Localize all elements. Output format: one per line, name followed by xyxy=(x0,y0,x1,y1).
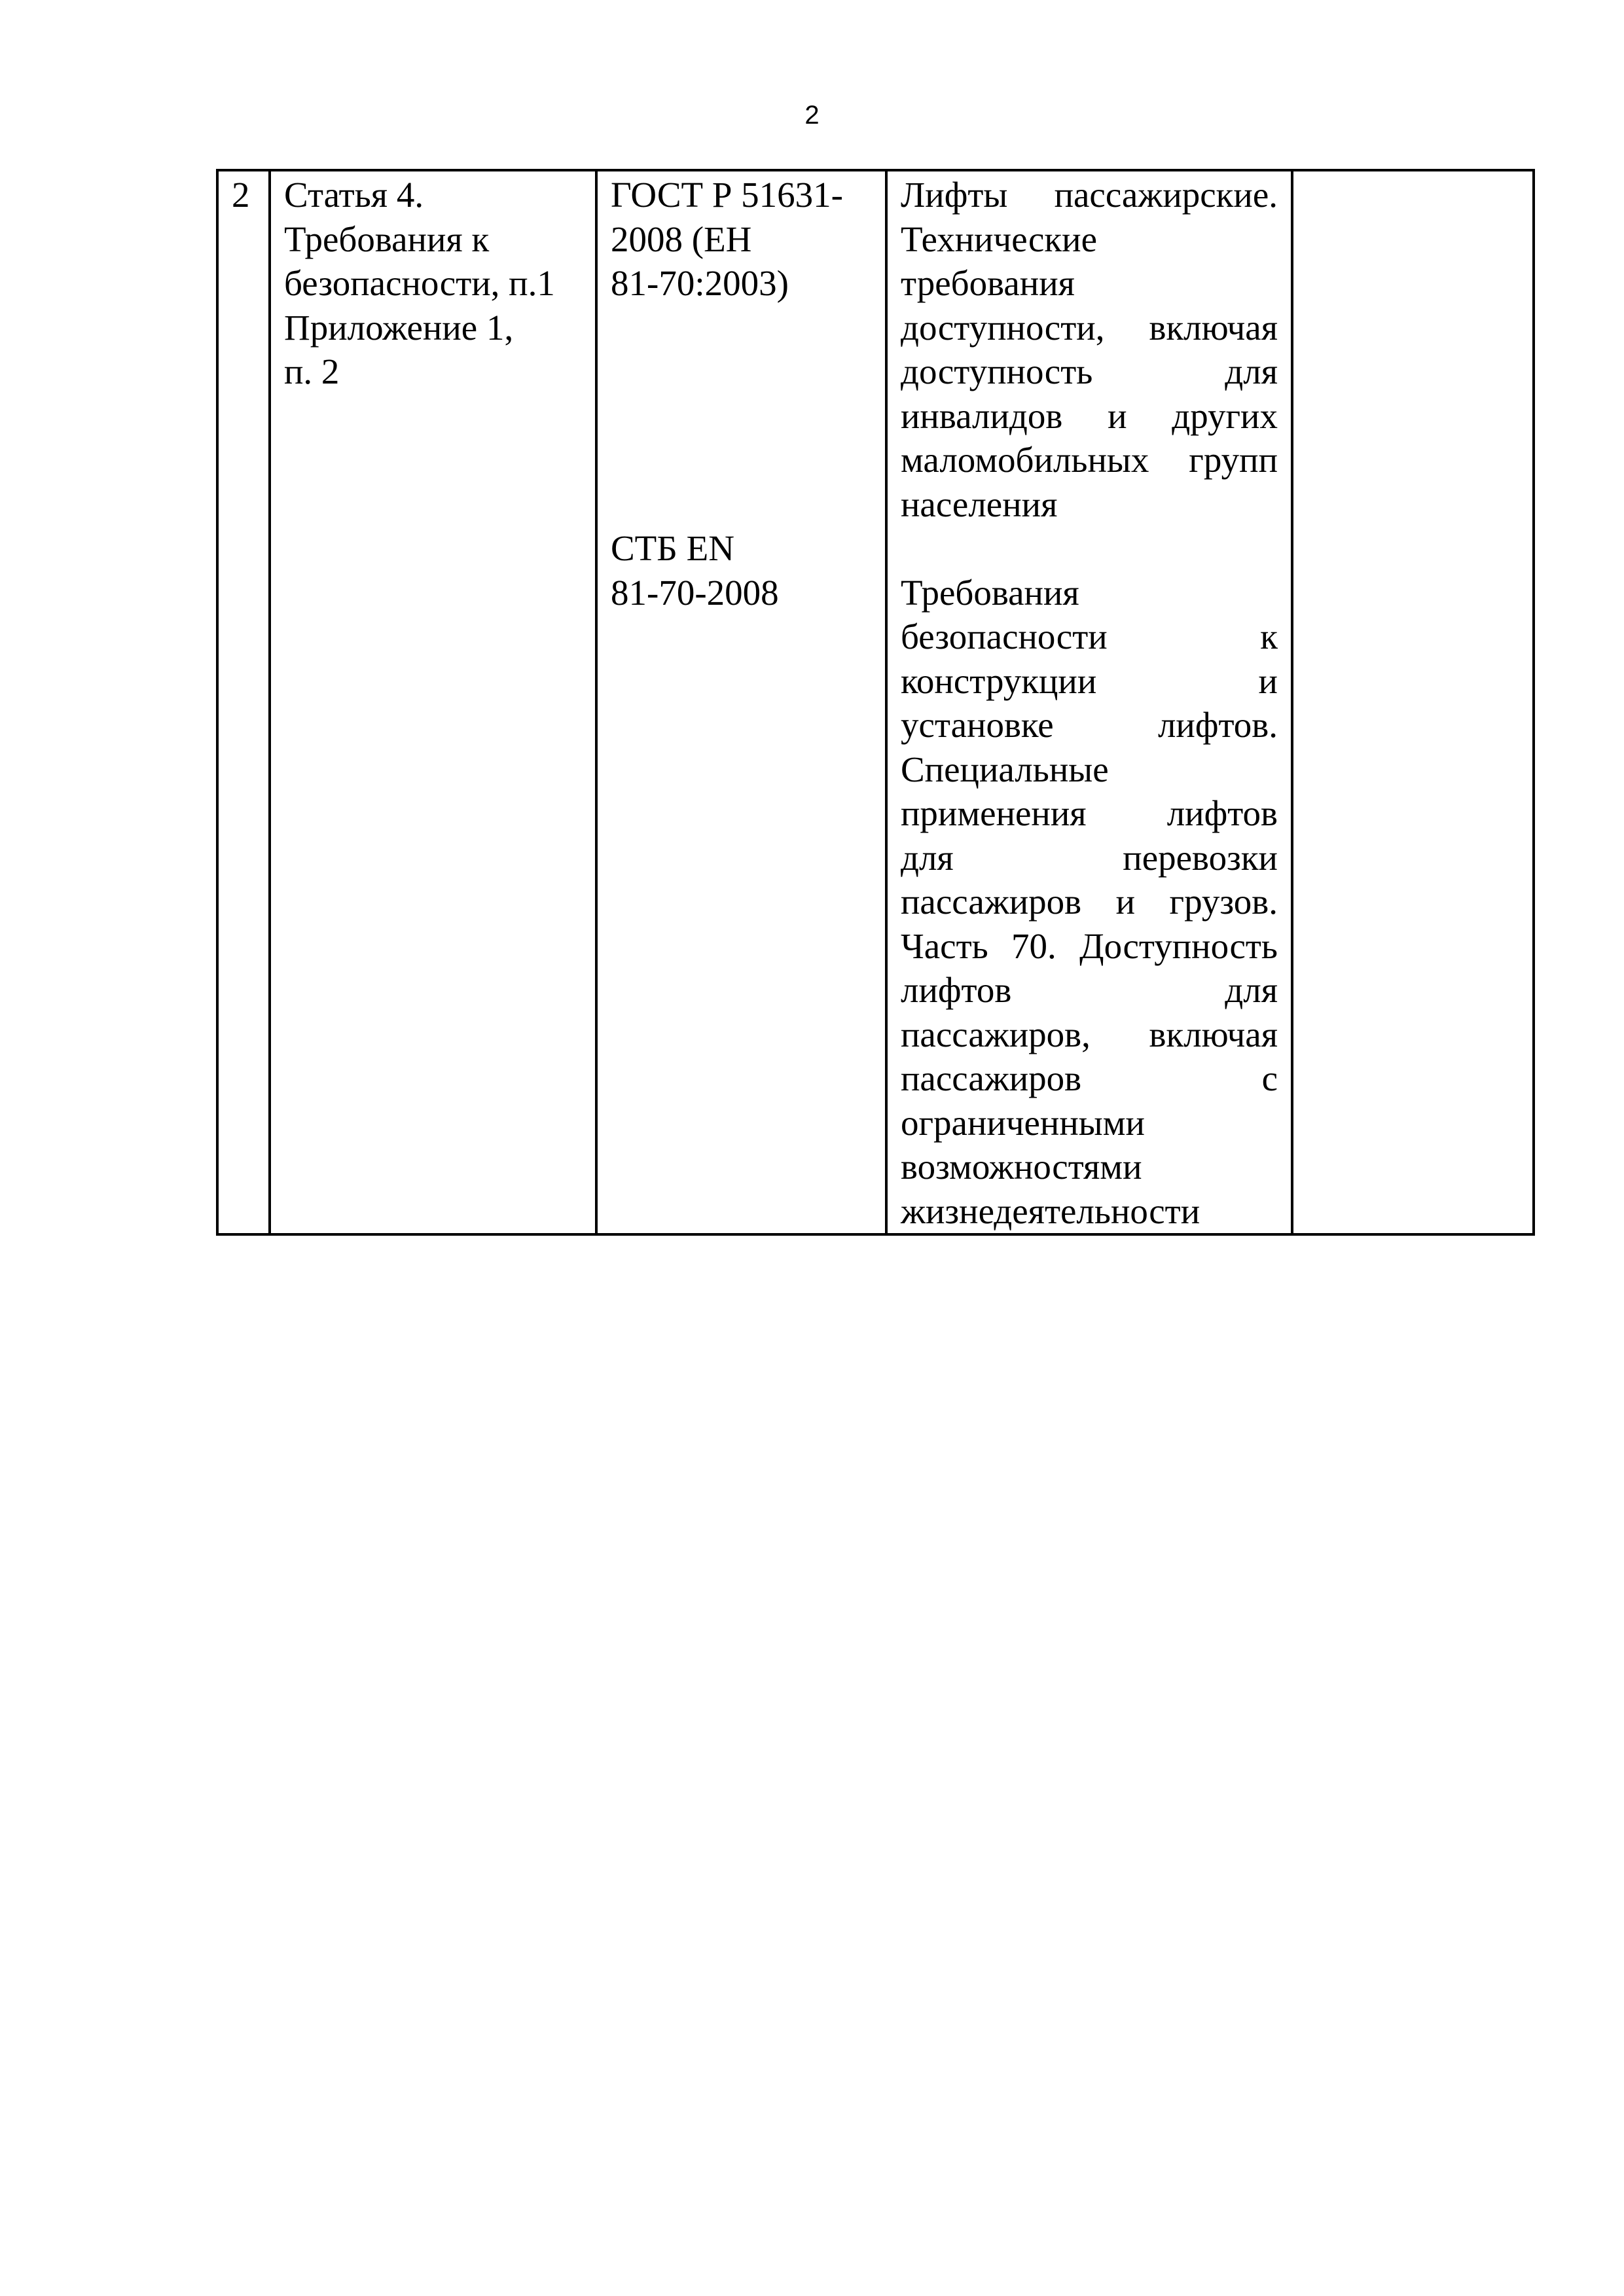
standard-code-line: ГОСТ Р 51631- xyxy=(611,175,844,215)
standard-title-cell xyxy=(886,170,1292,1234)
article-line: Требования к xyxy=(284,219,490,259)
standard-code-line: 81-70:2003) xyxy=(611,263,789,303)
standard-title-line: Технические xyxy=(901,219,1097,259)
standard-title-line: возможностями xyxy=(901,1147,1142,1187)
standard-title-line: пассажиров с xyxy=(901,1058,1278,1098)
standards-table xyxy=(216,169,1535,1236)
standard-title xyxy=(901,173,1278,526)
standard-code-line: 81-70-2008 xyxy=(611,572,779,613)
standard-title-line: доступность для xyxy=(901,351,1278,391)
row-number-cell xyxy=(217,170,270,1234)
standard-title-line: конструкции и xyxy=(901,660,1278,701)
standard-title-line: маломобильных групп xyxy=(901,440,1278,480)
standard-title-line: инвалидов и других xyxy=(901,395,1278,436)
standard-title-line: установке лифтов. xyxy=(901,705,1278,745)
row-number: 2 xyxy=(232,175,250,215)
notes-cell xyxy=(1292,170,1534,1234)
standard-title-line: Лифты пассажирские. xyxy=(901,175,1278,215)
standard-title-line: пассажиров и грузов. xyxy=(901,882,1278,922)
table-row xyxy=(217,170,1534,1234)
standard-title-line: Специальные xyxy=(901,749,1109,789)
page-number: 2 xyxy=(804,101,820,130)
article-line: безопасности, п.1 xyxy=(284,263,555,303)
standard-title-line: для перевозки xyxy=(901,837,1278,878)
standard-title-line: населения xyxy=(901,484,1058,524)
article-line: Статья 4. xyxy=(284,175,424,215)
standard-title xyxy=(901,571,1278,1234)
standard-title-line: жизнедеятельности xyxy=(901,1191,1200,1231)
article-line: п. 2 xyxy=(284,351,340,391)
spacer xyxy=(901,526,1278,571)
standard-code-line: СТБ EN xyxy=(611,528,734,568)
article-line: Приложение 1, xyxy=(284,307,514,348)
standard-title-line: пассажиров, включая xyxy=(901,1014,1278,1054)
standard-code-line: 2008 (ЕН xyxy=(611,219,752,259)
standard-title-line: Требования xyxy=(901,572,1079,613)
spacer xyxy=(611,306,872,527)
standard-title-line: доступности, включая xyxy=(901,307,1278,348)
standard-title-line: применения лифтов xyxy=(901,793,1278,833)
standard-title-line: безопасности к xyxy=(901,617,1278,656)
standard-title-line: лифтов для xyxy=(901,970,1278,1010)
article-cell xyxy=(270,170,596,1234)
standard-title-line: ограниченными xyxy=(901,1102,1145,1143)
standard-title-line: требования xyxy=(901,263,1075,303)
standard-code-cell xyxy=(596,170,886,1234)
standard-title-line: Часть 70. Доступность xyxy=(901,925,1278,966)
